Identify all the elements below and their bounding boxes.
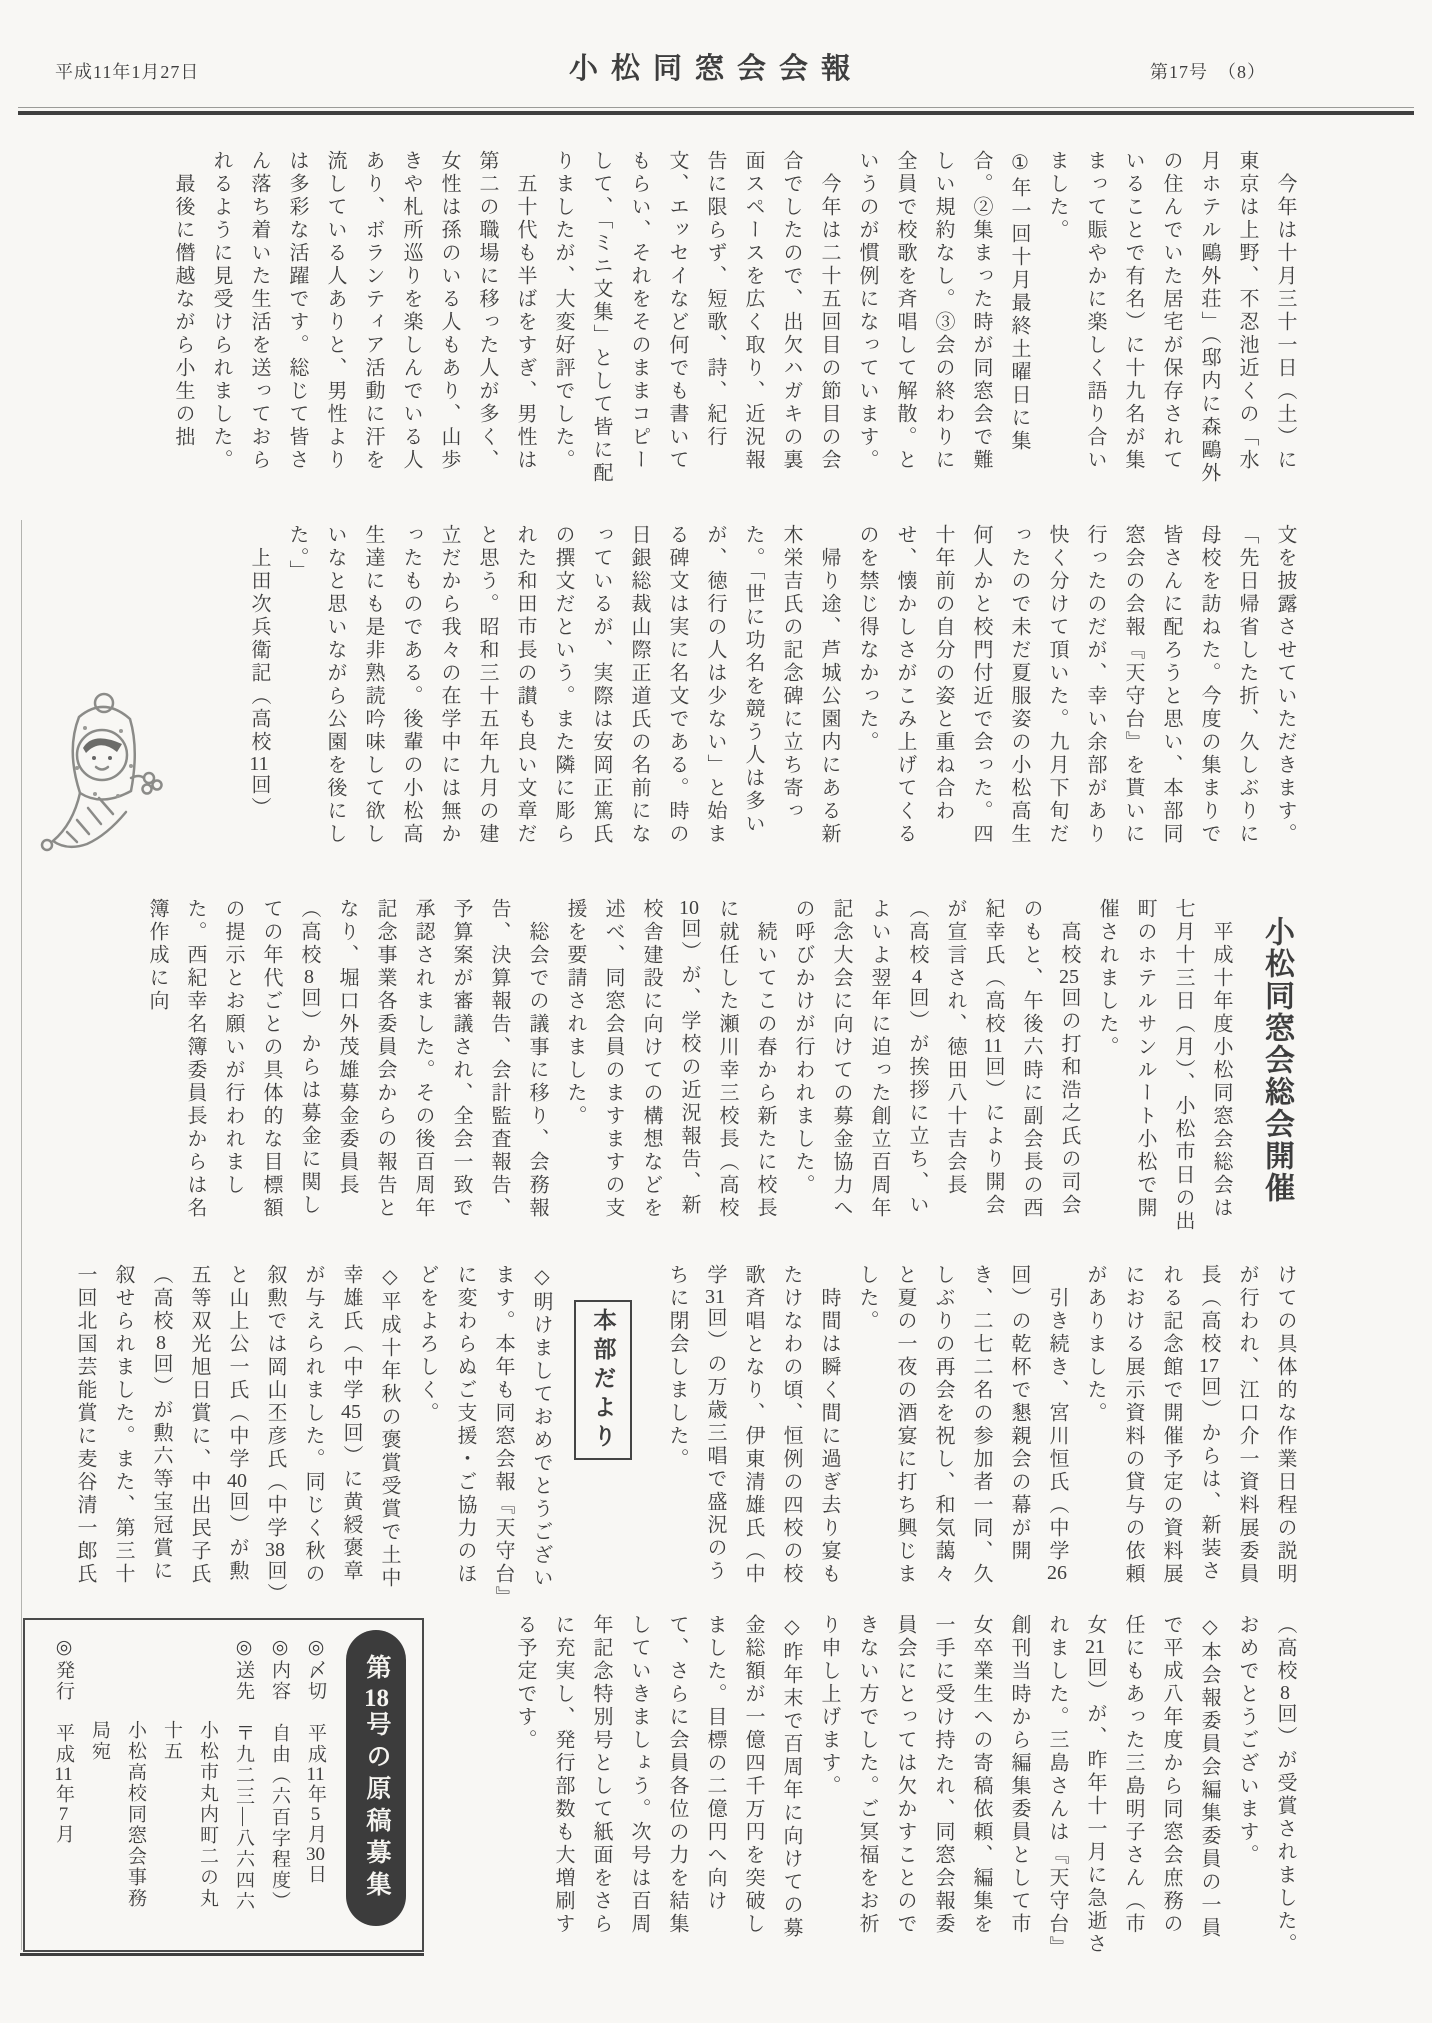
doodle-hood bbox=[73, 707, 135, 800]
doodle-striped-skirt bbox=[42, 793, 126, 850]
headquarters-news-heading-box bbox=[574, 1300, 632, 1460]
submission-notice-title-banner bbox=[346, 1630, 406, 1926]
header-rule-thin bbox=[18, 107, 1414, 108]
bottom-double-rule bbox=[20, 1953, 424, 1956]
header-issue-number: 第17号 （8） bbox=[1150, 62, 1266, 82]
article-tokyo-reunion-text-top: 今年は十月三十一日（土）に東京は上野、不忍池近くの「水月ホテル鷗外荘」（邸内に森鷗外の住んでいた居宅が保存されていることで有名）に十九名が集まって賑やかに楽しく語り合いました。 ①年一回十月最終土曜日に集合。②集まった時が同窓会で難しい規約なし。③会の終わりに全員で校歌を斉唱して解散。というのが慣例になっています。 今年は二十五回目の節目の会合でしたので、出欠ハガキの裏面スペースを広く取り、近況報告に限らず、短歌、詩、紀行文、エッセイなど何でも書いてもらい、それをそのままコピーして、「ミニ文集」として皆に配りましたが、大変好評でした。 五十代も半ばをすぎ、男性は第二の職場に移った人が多く、女性は孫のいる人もあり、山歩きや札所巡りを楽しんでいる人あり、ボランティア活動に汗を流している人ありと、男性よりは多彩な活躍です。総じて皆さん落ち着いた生活を送っておられるように見受けられました。 最後に僭越ながら小生の拙 bbox=[172, 150, 1296, 485]
header-rule-thick bbox=[18, 111, 1414, 115]
page-edge-line bbox=[21, 520, 22, 1950]
headquarters-news-text-bottom: （高校8回）が受賞されました。おめでとうございます。 ◇本会報委員会編集委員の一員で平成八年度から同窓会庶務の任にもあった三島明子さん（市女21回）が、昨年十一月に急逝されました。三島さんは『天守台』創刊当時から編集委員として市女卒業生への寄稿依頼、編集を一手に受け持たれ、同窓会報委員会にとっては欠かすことのできない方でした。ご冥福をお祈り申し上げます。 ◇昨年末で百周年に向けての募金総額が一億四千万円を突破しました。目標の二億円へ向けて、さらに会員各位の力を結集していきましょう。次号は百周年記念特別号として紙面をさらに充実し、発行部数も大増刷する予定です。 bbox=[514, 1614, 1296, 1956]
doodle-eye-left bbox=[92, 756, 96, 760]
header-date: 平成11年1月27日 bbox=[55, 62, 200, 82]
doodle-eye-right bbox=[108, 756, 112, 760]
page-title: 小松同窓会会報 bbox=[568, 53, 864, 85]
headquarters-news-text-top: ◇明けましておめでとうございます。本年も同窓会報『天守台』に変わらぬご支援・ご協力のほどをよろしく。 ◇平成十年秋の褒賞受賞で土中幸雄氏（中学45回）に黄綬褒章が与えられました。同じく秋の叙勲では岡山丕彦氏（中学38回）と山上公一氏（中学40回）が勲五等双光旭日賞に、中出民子氏（高校8回）が勲六等宝冠賞に叙せられました。また、第三十一回北国芸能賞に麦谷清一郎氏 bbox=[74, 1264, 552, 1599]
submission-notice-box bbox=[23, 1618, 424, 1952]
submission-notice-details: ◎〆切 平成11年5月30日 ◎内容 自由（六百字程度） ◎送先 〒九二三―八六四六 小松市丸内町二の丸 十五 小松高校同窓会事務 局宛 ◎発行 平成11年7月 bbox=[53, 1636, 326, 1912]
child-doodle-illustration bbox=[33, 686, 170, 862]
article-tokyo-reunion-text-bottom: 文を披露させていただきます。 「先日帰省した折、久しぶりに母校を訪ねた。今度の集まりで皆さんに配ろうと思い、本部同窓会の会報『天守台』を貰いに行ったのだが、幸い余部があり快く分けて頂いた。九月下旬だったので未だ夏服姿の小松高生何人かと校門付近で会った。四十年前の自分の姿と重ね合わせ、懐かしさがこみ上げてくるのを禁じ得なかった。 帰り途、芦城公園内にある新木栄吉氏の記念碑に立ち寄った。「世に功名を競う人は多いが、徳行の人は少ない」と始まる碑文は実に名文である。時の日銀総裁山際正道氏の名前になっているが、実際は安岡正篤氏の撰文だという。また隣に彫られた和田市長の讃も良い文章だと思う。昭和三十五年九月の建立だから我々の在学中には無かったものである。後輩の小松高生達にも是非熟読吟味して欲しいなと思いながら公園を後にした。」 上田次兵衛記（高校11回） bbox=[248, 524, 1296, 846]
doodle-mitten bbox=[131, 773, 162, 794]
doodle-pompom bbox=[95, 694, 113, 712]
article-general-meeting-text-bottom: けての具体的な作業日程の説明が行われ、江口介一資料展委員長（高校17回）からは、新装される記念館で開催予定の資料展における展示資料の貸与の依頼がありました。 引き続き、宮川恒氏（中学26回）の乾杯で懇親会の幕が開き、二七二名の参加者一同、久しぶりの再会を祝し、和気藹々と夏の一夜の酒宴に打ち興じました。 時間は瞬く間に過ぎ去り宴もたけなわの頃、恒例の四校の校歌斉唱となり、伊東清雄氏（中学31回）の万歳三唱で盛況のうちに閉会しました。 bbox=[666, 1264, 1296, 1586]
doodle-hair bbox=[83, 738, 122, 753]
submission-notice-title: 第18号の原稿募集 bbox=[363, 1653, 390, 1903]
headquarters-news-heading: 本部だより bbox=[590, 1307, 616, 1453]
doodle-mouth bbox=[96, 767, 108, 770]
article-general-meeting-text-top: 平成十年度小松同窓会総会は七月十三日（月）、小松市日の出町のホテルサンルート小松で開催されました。 高校25回の打和浩之氏の司会のもと、午後六時に副会長の西紀幸氏（高校11回）により開会が宣言され、徳田八十吉会長（高校4回）が挨拶に立ち、いよいよ翌年に迫った創立百周年記念大会に向けての募金協力への呼びかけが行われました。 続いてこの春から新たに校長に就任した瀬川幸三校長（高校10回）が、学校の近況報告、新校舎建設に向けての構想などを述べ、同窓会員のますますの支援を要請されました。 総会での議事に移り、会務報告、決算報告、会計監査報告、予算案が審議され、全会一致で承認されました。その後百周年記念事業各委員会からの報告となり、堀口外茂雄募金委員長（高校8回）からは募金に関しての年代ごとの具体的な目標額の提示とお願いが行われました。西紀幸名簿委員長からは名簿作成に向 bbox=[146, 898, 1232, 1233]
doodle-face-ring bbox=[77, 730, 127, 780]
article-general-meeting-headline: 小松同窓会総会開催 bbox=[1260, 916, 1293, 1204]
